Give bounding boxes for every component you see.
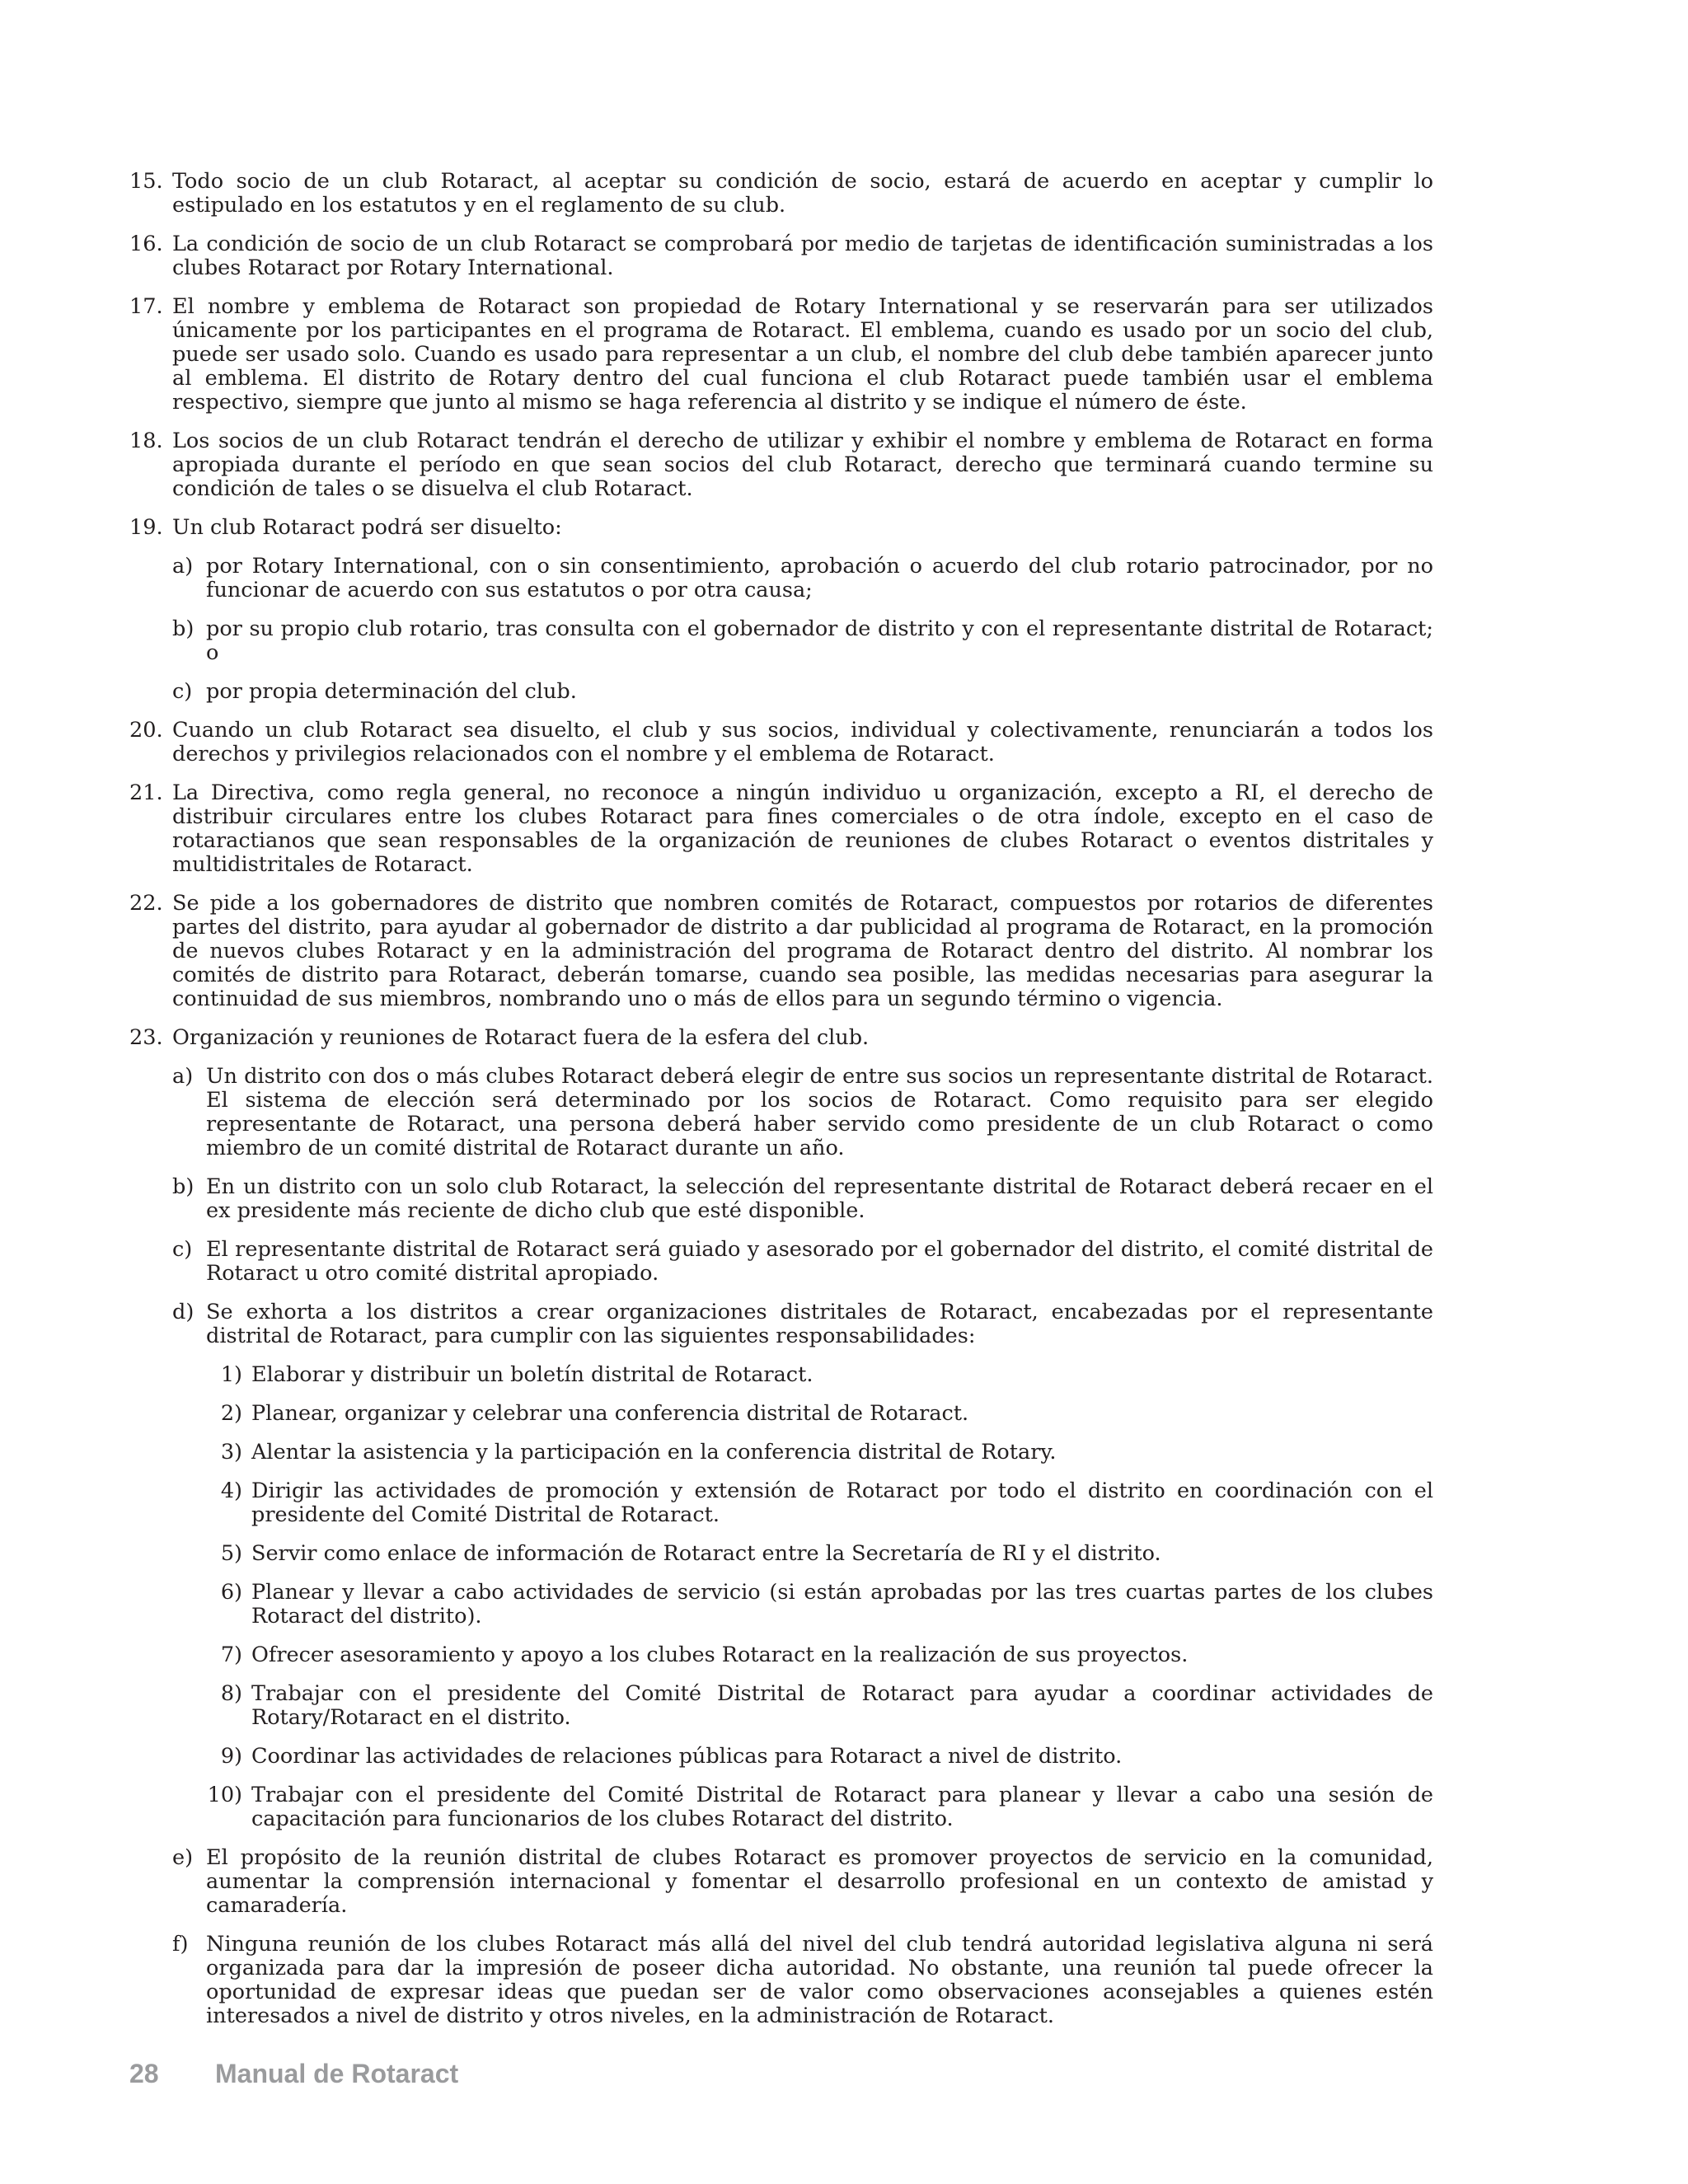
list-item <box>129 1026 1433 1050</box>
sub-sub-item-text: Coordinar las actividades de relaciones públicas para Rotaract a nivel de distrito. <box>251 1744 1123 1769</box>
document-body <box>129 170 1433 2043</box>
sub-item-text: por propia determinación del club. <box>206 679 577 704</box>
sub-item <box>129 1933 1433 2028</box>
sub-sub-item <box>129 1745 1433 1769</box>
item-number: 17. <box>129 294 163 319</box>
sub-item-text: El propósito de la reunión distrital de clubes Rotaract es promover proyectos de servicio en la comunidad, aumentar la comprensión internacional y fomentar el desarrollo profesional en un contexto de amistad y camaradería. <box>206 1845 1433 1918</box>
sub-item-label: b) <box>172 616 195 641</box>
sub-item-label: a) <box>172 554 194 579</box>
sub-item-label: e) <box>172 1845 194 1870</box>
item-text: Un club Rotaract podrá ser disuelto: <box>172 515 562 540</box>
sub-sub-item-label: 6) <box>220 1580 242 1605</box>
list-item <box>129 719 1433 766</box>
sub-item-label: f) <box>172 1932 189 1957</box>
sub-item <box>129 1238 1433 1286</box>
list-item <box>129 516 1433 540</box>
sub-sub-item <box>129 1542 1433 1566</box>
sub-sub-item-text: Trabajar con el presidente del Comité Distrital de Rotaract para planear y llevar a cabo una sesión de capacitación para funcionarios de los clubes Rotaract del distrito. <box>251 1783 1433 1831</box>
sub-item <box>129 617 1433 665</box>
sub-item-label: b) <box>172 1174 195 1199</box>
sub-sub-item <box>129 1363 1433 1387</box>
item-number: 19. <box>129 515 163 540</box>
sub-item <box>129 1065 1433 1160</box>
item-text: La condición de socio de un club Rotaract se comprobará por medio de tarjetas de identificación suministradas a los clubes Rotaract por Rotary International. <box>172 232 1433 280</box>
list-item <box>129 429 1433 501</box>
sub-item-text: Ninguna reunión de los clubes Rotaract más allá del nivel del club tendrá autoridad legislativa alguna ni será organizada para dar la impresión de poseer dicha autoridad. No obstante, una reunión tal puede ofrecer la oportunidad de expresar ideas que puedan ser de valor como observaciones aconsejables a quienes estén interesados a nivel de distrito y otros niveles, en la administración de Rotaract. <box>206 1932 1433 2028</box>
sub-item-label: c) <box>172 1237 193 1262</box>
page-number: 28 <box>129 2059 159 2088</box>
list-item <box>129 892 1433 1011</box>
sub-sub-item-text: Trabajar con el presidente del Comité Distrital de Rotaract para ayudar a coordinar actividades de Rotary/Rotaract en el distrito. <box>251 1681 1433 1730</box>
sub-sub-item-text: Planear, organizar y celebrar una conferencia distrital de Rotaract. <box>251 1401 969 1426</box>
sub-sub-item <box>129 1479 1433 1527</box>
footer-title: Manual de Rotaract <box>215 2059 459 2088</box>
item-number: 20. <box>129 718 163 743</box>
sub-sub-item-text: Elaborar y distribuir un boletín distrital de Rotaract. <box>251 1362 814 1387</box>
sub-sub-item-label: 2) <box>220 1401 242 1426</box>
item-text: Los socios de un club Rotaract tendrán el derecho de utilizar y exhibir el nombre y emblema de Rotaract en forma apropiada durante el período en que sean socios del club Rotaract, derecho que terminará cuando termine su condición de tales o se disuelva el club Rotaract. <box>172 429 1433 501</box>
sub-sub-item-text: Dirigir las actividades de promoción y extensión de Rotaract por todo el distrito en coordinación con el presidente del Comité Distrital de Rotaract. <box>251 1479 1433 1527</box>
sub-sub-item <box>129 1643 1433 1667</box>
item-number: 21. <box>129 780 163 805</box>
sub-sub-item-text: Alentar la asistencia y la participación en la conferencia distrital de Rotary. <box>251 1440 1057 1465</box>
sub-sub-item-label: 3) <box>220 1440 242 1465</box>
sub-item <box>129 555 1433 602</box>
item-number: 18. <box>129 429 163 453</box>
list-item <box>129 781 1433 877</box>
item-number: 22. <box>129 891 163 916</box>
sub-sub-item <box>129 1783 1433 1831</box>
list-item <box>129 170 1433 218</box>
sub-sub-item-text: Ofrecer asesoramiento y apoyo a los clubes Rotaract en la realización de sus proyectos. <box>251 1643 1189 1667</box>
sub-sub-item-label: 4) <box>220 1479 242 1503</box>
sub-item-text: El representante distrital de Rotaract será guiado y asesorado por el gobernador del distrito, el comité distrital de Rotaract u otro comité distrital apropiado. <box>206 1237 1433 1286</box>
sub-item-text: por su propio club rotario, tras consulta con el gobernador de distrito y con el representante distrital de Rotaract; o <box>206 616 1433 665</box>
sub-item-text: Se exhorta a los distritos a crear organizaciones distritales de Rotaract, encabezadas por el representante distrital de Rotaract, para cumplir con las siguientes responsabilidades: <box>206 1300 1433 1348</box>
sub-item <box>129 1175 1433 1223</box>
item-number: 16. <box>129 232 163 256</box>
sub-sub-item <box>129 1581 1433 1629</box>
item-text: Todo socio de un club Rotaract, al aceptar su condición de socio, estará de acuerdo en aceptar y cumplir lo estipulado en los estatutos y en el reglamento de su club. <box>172 169 1433 218</box>
sub-sub-item-label: 1) <box>220 1362 242 1387</box>
sub-sub-item-label: 9) <box>220 1744 242 1769</box>
sub-sub-item-label: 5) <box>220 1541 242 1566</box>
item-number: 23. <box>129 1025 163 1050</box>
item-text: El nombre y emblema de Rotaract son propiedad de Rotary International y se reservarán para ser utilizados únicamente por los participantes en el programa de Rotaract. El emblema, cuando es usado por un socio del club, puede ser usado solo. Cuando es usado para representar a un club, el nombre del club debe también aparecer junto al emblema. El distrito de Rotary dentro del cual funciona el club Rotaract puede también usar el emblema respectivo, siempre que junto al mismo se haga referencia al distrito y se indique el número de éste. <box>172 294 1433 415</box>
sub-sub-item-label: 7) <box>220 1643 242 1667</box>
item-text: Cuando un club Rotaract sea disuelto, el club y sus socios, individual y colectivamente, renunciarán a todos los derechos y privilegios relacionados con el nombre y el emblema de Rotaract. <box>172 718 1433 766</box>
sub-sub-item-label: 8) <box>220 1681 242 1706</box>
sub-item <box>129 680 1433 704</box>
sub-item-text: Un distrito con dos o más clubes Rotaract deberá elegir de entre sus socios un representante distrital de Rotaract. El sistema de elección será determinado por los socios de Rotaract. Como requisito para ser elegido representante de Rotaract, una persona deberá haber servido como presidente de un club Rotaract o como miembro de un comité distrital de Rotaract durante un año. <box>206 1064 1433 1160</box>
list-item <box>129 232 1433 280</box>
page-footer <box>129 2059 458 2089</box>
sub-item <box>129 1301 1433 1348</box>
item-text: Organización y reuniones de Rotaract fuera de la esfera del club. <box>172 1025 870 1050</box>
sub-sub-item <box>129 1402 1433 1426</box>
sub-item <box>129 1846 1433 1918</box>
item-text: Se pide a los gobernadores de distrito que nombren comités de Rotaract, compuestos por rotarios de diferentes partes del distrito, para ayudar al gobernador de distrito a dar publicidad al programa de Rotaract, en la promoción de nuevos clubes Rotaract y en la administración del programa de Rotaract dentro del distrito. Al nombrar los comités de distrito para Rotaract, deberán tomarse, cuando sea posible, las medidas necesarias para asegurar la continuidad de sus miembros, nombrando uno o más de ellos para un segundo término o vigencia. <box>172 891 1433 1011</box>
sub-item-label: d) <box>172 1300 195 1324</box>
item-number: 15. <box>129 169 163 194</box>
sub-item-text: por Rotary International, con o sin consentimiento, aprobación o acuerdo del club rotario patrocinador, por no funcionar de acuerdo con sus estatutos o por otra causa; <box>206 554 1433 602</box>
sub-sub-item <box>129 1441 1433 1465</box>
sub-sub-item-text: Planear y llevar a cabo actividades de servicio (si están aprobadas por las tres cuartas partes de los clubes Rotaract del distrito). <box>251 1580 1433 1629</box>
sub-sub-item-label: 10) <box>207 1783 242 1807</box>
sub-sub-item <box>129 1682 1433 1730</box>
item-text: La Directiva, como regla general, no reconoce a ningún individuo u organización, excepto a RI, el derecho de distribuir circulares entre los clubes Rotaract para fines comerciales o de otra índole, excepto en el caso de rotaractianos que sean responsables de la organización de reuniones de clubes Rotaract o eventos distritales y multidistritales de Rotaract. <box>172 780 1433 877</box>
sub-item-text: En un distrito con un solo club Rotaract, la selección del representante distrital de Rotaract deberá recaer en el ex presidente más reciente de dicho club que esté disponible. <box>206 1174 1433 1223</box>
sub-sub-item-text: Servir como enlace de información de Rotaract entre la Secretaría de RI y el distrito. <box>251 1541 1161 1566</box>
sub-item-label: a) <box>172 1064 194 1089</box>
sub-item-label: c) <box>172 679 193 704</box>
list-item <box>129 295 1433 415</box>
